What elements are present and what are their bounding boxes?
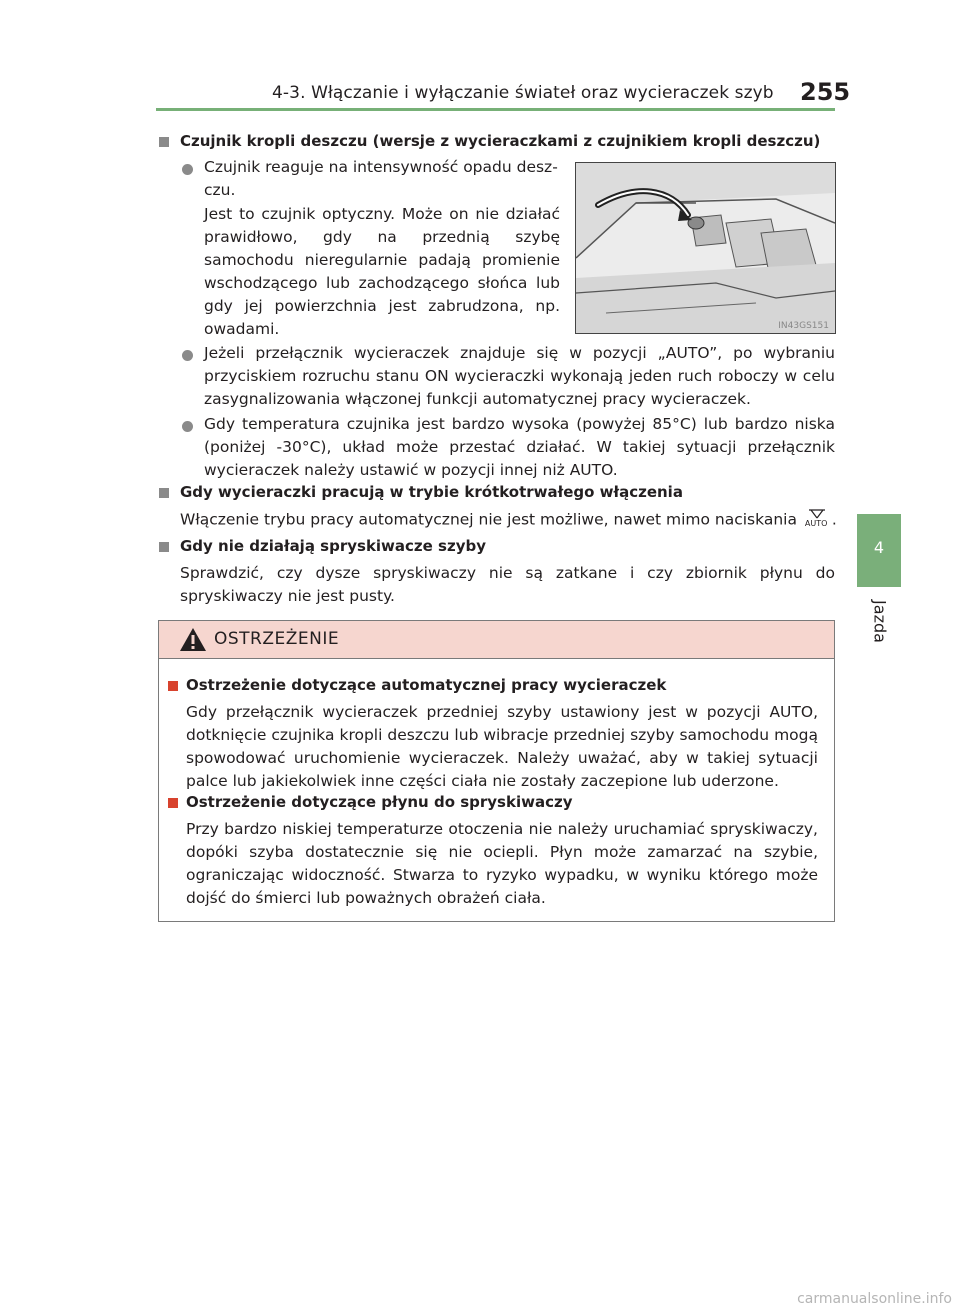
warning-triangle-icon <box>179 627 207 652</box>
chapter-number: 4 <box>873 538 885 557</box>
warning-item1-body: Gdy przełącznik wycieraczek przedniej szyby ustawiony jest w pozycji AUTO, dotknięcie czujnika kropli deszczu lub wibracje przedniej szyby samochodu mogą spowodować uruchomienie wycieraczek. Należy uważać, aby w takiej sytuacji palce lub jakiekolwiek inne części ciała nie zostały zaczepione lub uderzone. <box>186 703 818 790</box>
section-title: 4-3. Włączanie i wyłączanie świateł oraz wycieraczek szyb <box>272 83 774 103</box>
image-code: IN43GS151 <box>778 321 829 331</box>
section-square-icon <box>159 488 169 498</box>
section-square-icon <box>159 137 169 147</box>
rain-sensor-bullet3: Gdy temperatura czujnika jest bardzo wysoka (powyżej 85°C) lub bardzo niska (poniżej -30°C), układ może przestać działać. W takiej sytuacji przełącznik wycieraczek należy ustawić w pozycji innej niż AUTO. <box>204 415 835 479</box>
header-divider <box>156 108 835 111</box>
warning-header <box>159 621 834 659</box>
bullet1-line1: Czujnik reaguje na intensywność opadu desz- <box>204 158 558 176</box>
chapter-label <box>868 592 890 652</box>
rain-sensor-bullet2: Jeżeli przełącznik wycieraczek znajduje się w pozycji „AUTO”, po wybraniu przyciskiem rozruchu stanu ON wycieraczki wykonają jeden ruch roboczy w celu zasygnalizowania włączonej funkcji automatycznej pracy wycieraczek. <box>204 344 835 408</box>
rain-sensor-description: Jest to czujnik optyczny. Może on nie działać prawidłowo, gdy na przednią szybę samochodu nieregularnie padają promienie wschodzącego lub zachodzącego słońca lub gdy jej powierzchnia jest zabrudzona, np. owadami. <box>204 205 560 338</box>
wiper-auto-icon <box>802 508 832 532</box>
chapter-name: Jazda <box>870 600 890 643</box>
short-wipe-heading: Gdy wycieraczki pracują w trybie krótkotrwałego włączenia <box>180 483 683 501</box>
short-wipe-text: Włączenie trybu pracy automatycznej nie jest możliwe, nawet mimo naciskania <box>180 510 797 529</box>
watermark: carmanualsonline.info <box>797 1291 952 1307</box>
warning-item1-heading: Ostrzeżenie dotyczące automatycznej pracy wycieraczek <box>186 676 667 694</box>
section-square-icon <box>159 542 169 552</box>
short-wipe-body <box>180 508 840 532</box>
short-wipe-period: . <box>831 510 837 529</box>
washers-heading: Gdy nie działają spryskiwacze szyby <box>180 537 487 555</box>
page-number: 255 <box>800 78 851 106</box>
car-interior-illustration <box>576 163 835 333</box>
warning-title: OSTRZEŻENIE <box>214 629 340 649</box>
bullet-icon <box>182 350 193 361</box>
washers-body: Sprawdzić, czy dysze spryskiwaczy nie są zatkane i czy zbiornik płynu do spryskiwaczy nie jest pusty. <box>180 564 835 605</box>
rain-sensor-heading: Czujnik kropli deszczu (wersje z wycieraczkami z czujnikiem kropli deszczu) <box>180 132 821 150</box>
warning-box <box>158 620 835 922</box>
warning-square-icon <box>168 681 178 691</box>
wiper-auto-label: AUTO <box>804 519 828 528</box>
bullet-icon <box>182 164 193 175</box>
warning-square-icon <box>168 798 178 808</box>
chapter-tab <box>857 514 901 587</box>
bullet1-line2: czu. <box>204 181 236 199</box>
warning-item2-heading: Ostrzeżenie dotyczące płynu do spryskiwaczy <box>186 793 573 811</box>
rain-sensor-bullet1 <box>204 156 560 202</box>
windshield-sensor-image <box>575 162 836 334</box>
bullet-icon <box>182 421 193 432</box>
warning-item2-body: Przy bardzo niskiej temperaturze otoczenia nie należy uruchamiać spryskiwaczy, dopóki szyba dostatecznie się nie ociepli. Płyn może zamarzać na szybie, ograniczając widoczność. Stwarza to ryzyko wypadku, w wyniku którego może dojść do śmierci lub poważnych obrażeń ciała. <box>186 820 818 907</box>
